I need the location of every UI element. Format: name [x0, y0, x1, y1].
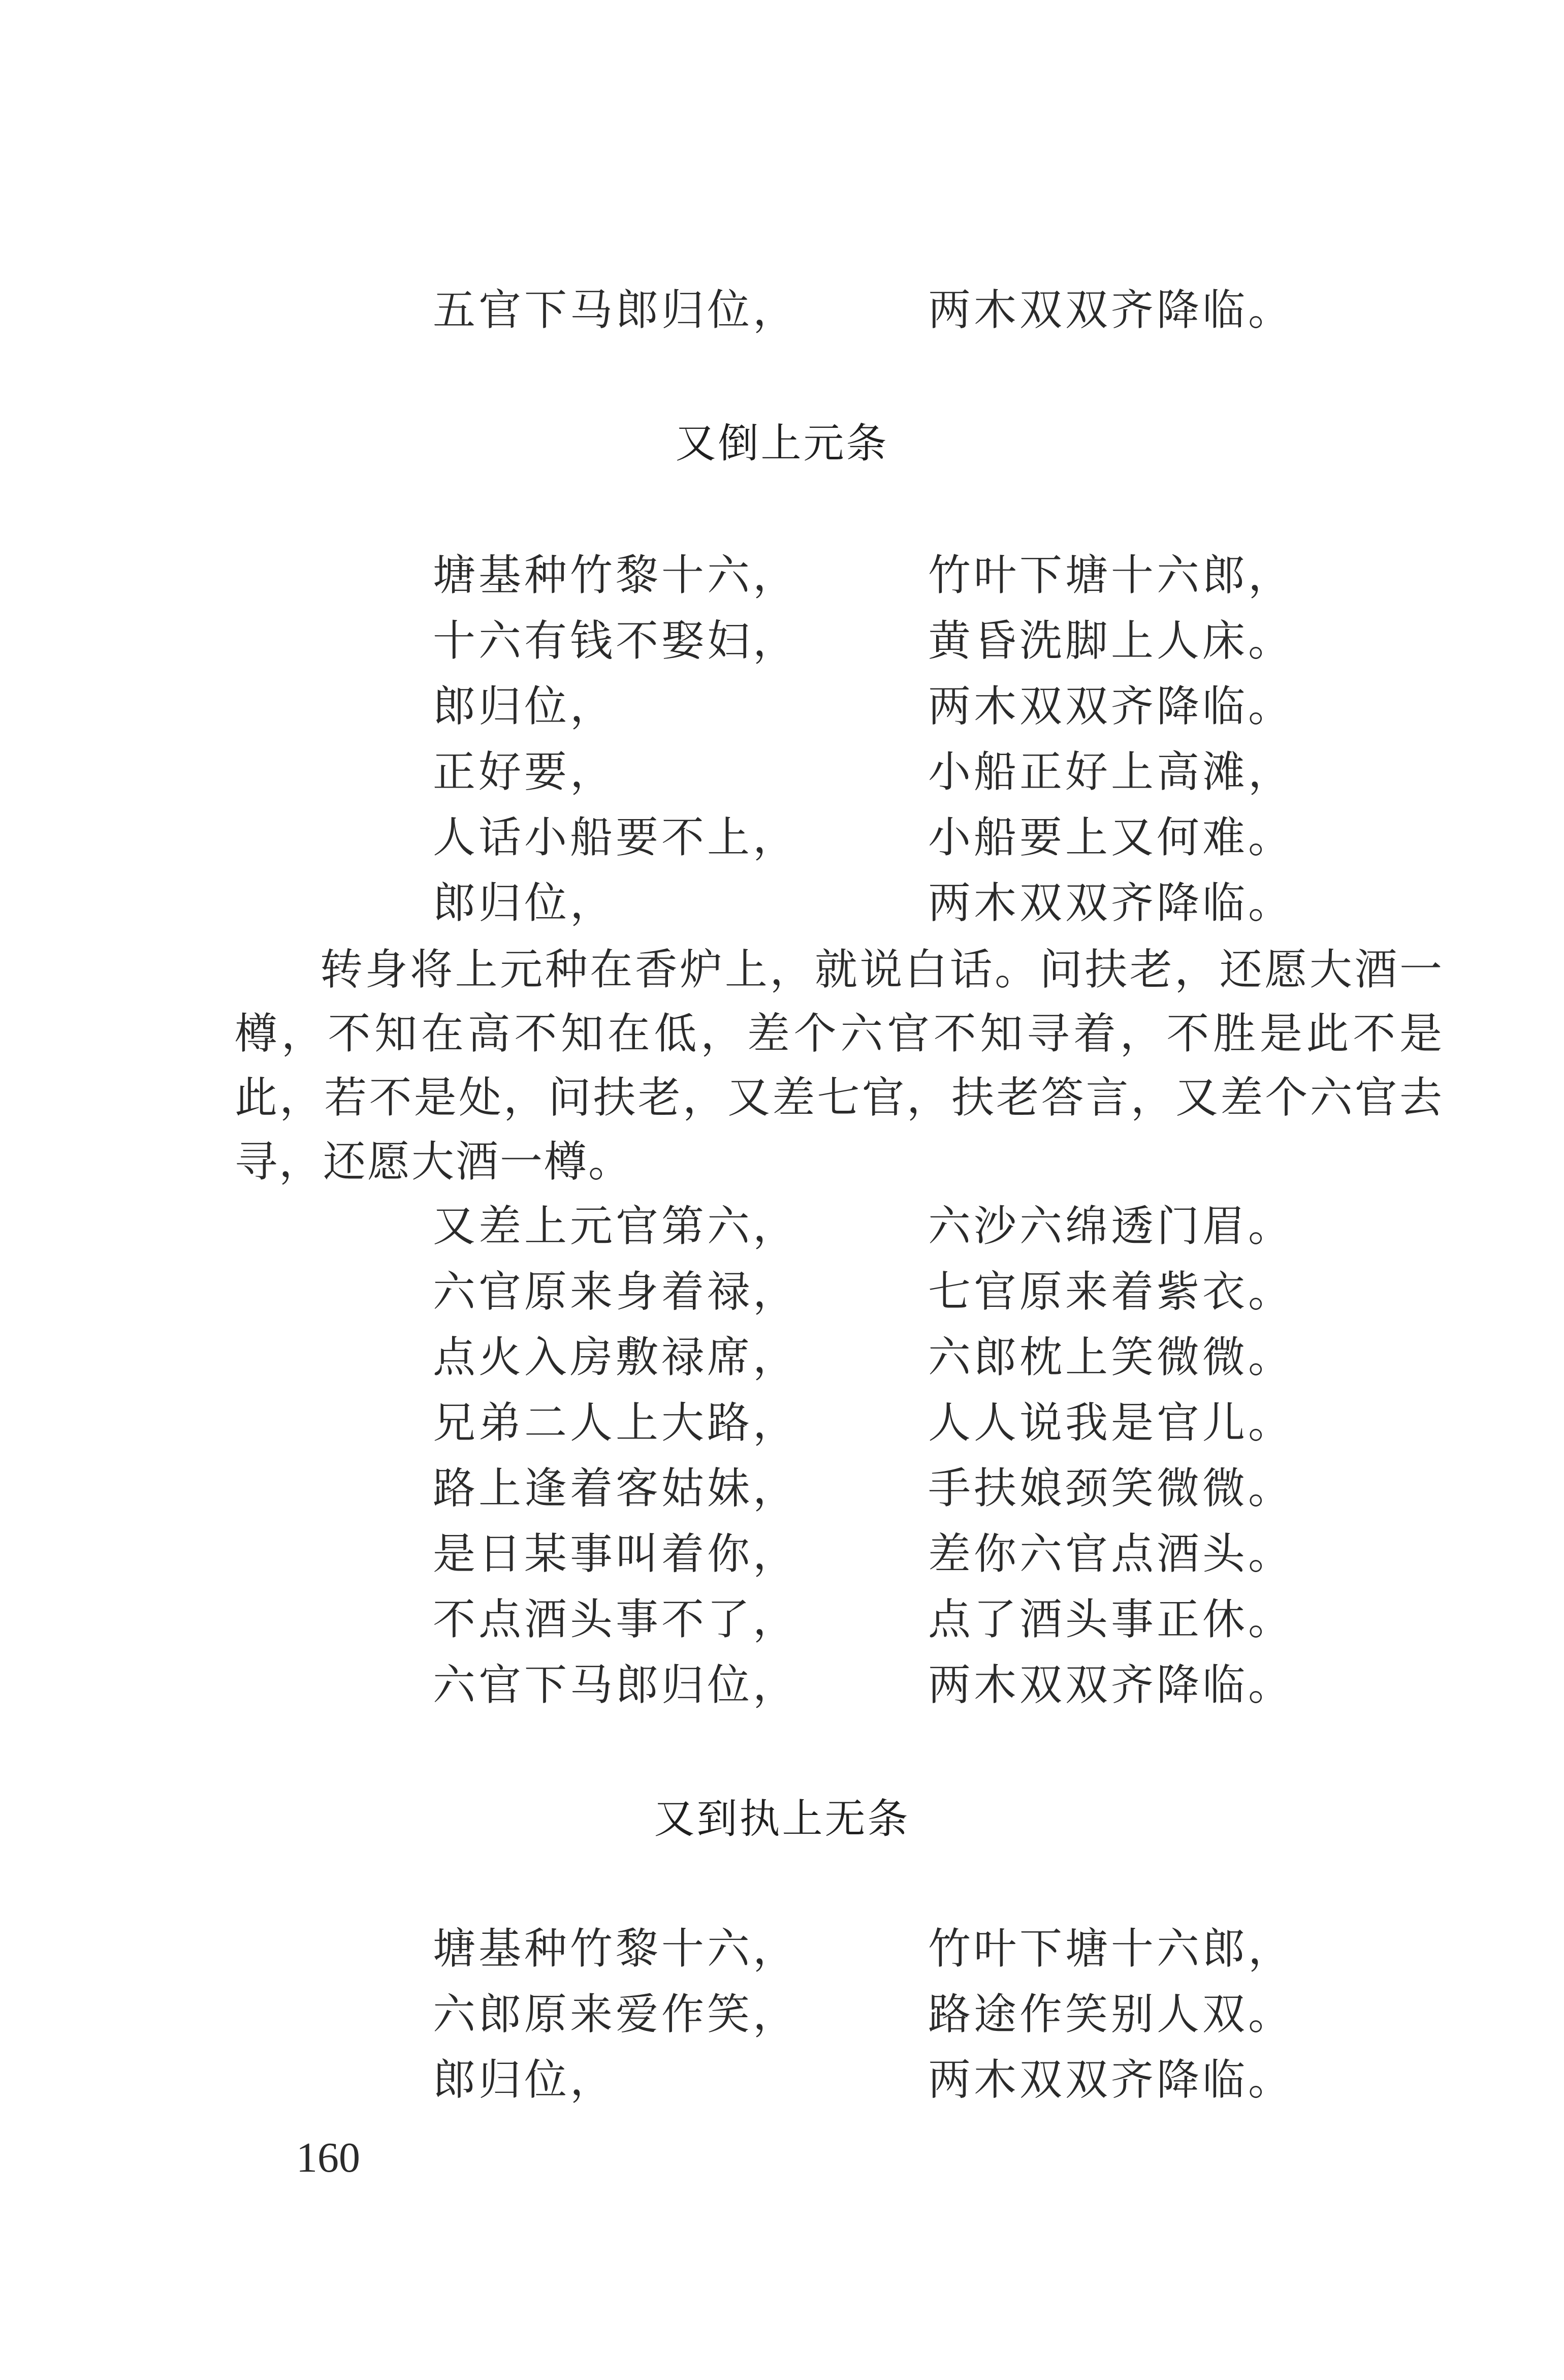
- verse-line: [0, 1591, 1564, 1657]
- verse-left-half: 郎归位，: [433, 2055, 616, 2105]
- verse-right-half: 竹叶下塘十六郎，: [928, 550, 1294, 600]
- verse-left-half: 郎归位，: [433, 681, 616, 731]
- verse-line: [0, 1198, 1564, 1264]
- verse-right-half: 差你六官点酒头。: [928, 1529, 1294, 1579]
- verse-left-half: 路上逢着客姑妹，: [433, 1463, 799, 1513]
- verse-line: [0, 1264, 1564, 1330]
- verse-left-half: 兄弟二人上大路，: [433, 1398, 799, 1448]
- verse-line: [0, 1460, 1564, 1526]
- verse-right-half: 竹叶下塘十六郎，: [928, 1924, 1294, 1974]
- verse-right-half: 两木双双齐降临。: [928, 1660, 1294, 1710]
- verse-left-half: 五官下马郎归位，: [433, 285, 799, 335]
- verse-line: [0, 744, 1564, 810]
- verse-line: [0, 1657, 1564, 1723]
- verse-right-half: 路途作笑别人双。: [928, 1989, 1294, 2039]
- verse-right-half: 两木双双齐降临。: [928, 285, 1294, 335]
- verse-line: [0, 678, 1564, 744]
- verse-left-half: 塘基种竹黎十六，: [433, 550, 799, 600]
- verse-line: [0, 1395, 1564, 1461]
- verse-left-half: 正好要，: [433, 747, 616, 797]
- verse-line: [0, 875, 1564, 941]
- verse-right-half: 手扶娘颈笑微微。: [928, 1463, 1294, 1513]
- verse-line: [0, 1526, 1564, 1592]
- verse-right-half: 小船要上又何难。: [928, 812, 1294, 862]
- verse-left-half: 是日某事叫着你，: [433, 1529, 799, 1579]
- verse-line: [0, 1986, 1564, 2052]
- verse-left-half: 六官下马郎归位，: [433, 1660, 799, 1710]
- page-number: 160: [296, 2134, 360, 2181]
- verse-right-half: 小船正好上高滩，: [928, 747, 1294, 797]
- verse-left-half: 塘基种竹黎十六，: [433, 1924, 799, 1974]
- verse-line: [0, 2052, 1564, 2118]
- section-title: 又到执上无条: [654, 1795, 910, 1842]
- prose-paragraph: 转身将上元种在香炉上，就说白话。问扶老，还愿大酒一樽，不知在高不知在低，差个六官不知寻着，不胜是此不是此，若不是处，问扶老，又差七官，扶老答言，又差个六官去寻，还愿大酒一樽。: [235, 945, 1444, 1186]
- verse-line: [0, 547, 1564, 613]
- verse-line: [0, 1329, 1564, 1395]
- verse-left-half: 六官原来身着禄，: [433, 1267, 799, 1317]
- verse-left-half: 点火入房敷禄席，: [433, 1332, 799, 1382]
- verse-line: [0, 809, 1564, 875]
- verse-line: [0, 613, 1564, 679]
- verse-right-half: 六郎枕上笑微微。: [928, 1332, 1294, 1382]
- verse-line: [0, 282, 1564, 348]
- verse-right-half: 黄昏洗脚上人床。: [928, 616, 1294, 666]
- verse-left-half: 郎归位，: [433, 878, 616, 928]
- verse-left-half: 人话小船要不上，: [433, 812, 799, 862]
- verse-right-half: 人人说我是官儿。: [928, 1398, 1294, 1448]
- verse-left-half: 又差上元官第六，: [433, 1201, 799, 1251]
- verse-right-half: 两木双双齐降临。: [928, 681, 1294, 731]
- verse-right-half: 两木双双齐降临。: [928, 878, 1294, 928]
- verse-right-half: 点了酒头事正休。: [928, 1594, 1294, 1644]
- verse-left-half: 不点酒头事不了，: [433, 1594, 799, 1644]
- section-title: 又倒上元条: [675, 420, 889, 467]
- verse-left-half: 六郎原来爱作笑，: [433, 1989, 799, 2039]
- verse-line: [0, 1921, 1564, 1987]
- verse-right-half: 七官原来着紫衣。: [928, 1267, 1294, 1317]
- verse-right-half: 六沙六绵透门眉。: [928, 1201, 1294, 1251]
- verse-right-half: 两木双双齐降临。: [928, 2055, 1294, 2105]
- verse-left-half: 十六有钱不娶妇，: [433, 616, 799, 666]
